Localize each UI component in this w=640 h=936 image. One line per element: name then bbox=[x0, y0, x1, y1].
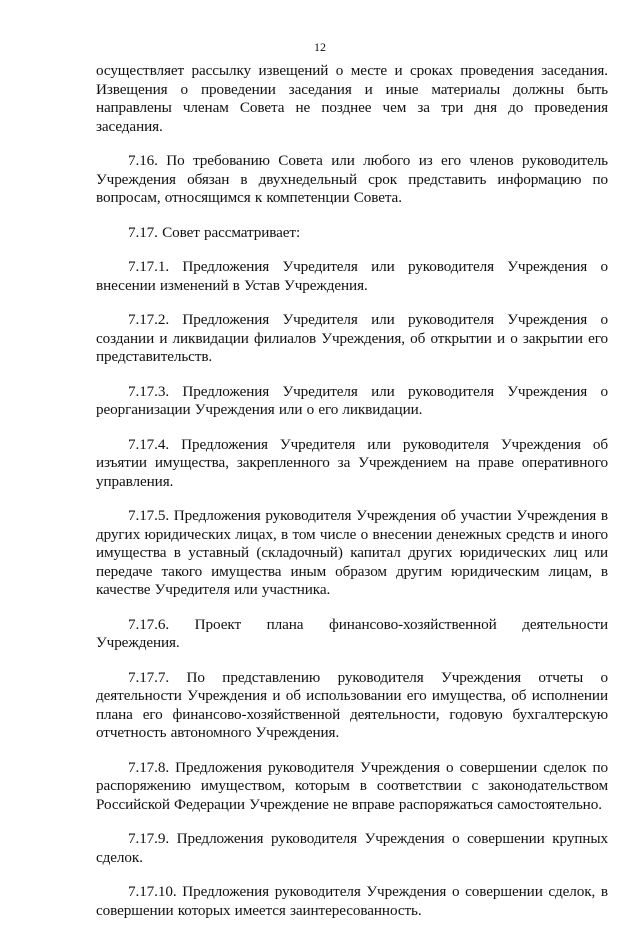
paragraph-7-17-4: 7.17.4. Предложения Учредителя или руководителя Учреждения об изъятии имущества, закрепленного за Учреждением на праве оперативного управления. bbox=[96, 435, 608, 490]
paragraph-7-17-1: 7.17.1. Предложения Учредителя или руководителя Учреждения о внесении изменений в Устав Учреждения. bbox=[96, 258, 608, 294]
document-body bbox=[96, 62, 608, 936]
paragraph-7-17-6: 7.17.6. Проект плана финансово-хозяйственной деятельности Учреждения. bbox=[96, 615, 608, 651]
paragraph-7-17-9: 7.17.9. Предложения руководителя Учреждения о совершении крупных сделок. bbox=[96, 830, 608, 866]
page-number: 12 bbox=[314, 40, 326, 54]
paragraph-7-17-2: 7.17.2. Предложения Учредителя или руководителя Учреждения о создании и ликвидации филиалов Учреждения, об открытии и о закрытии его представительств. bbox=[96, 311, 608, 365]
paragraph-7-16: 7.16. По требованию Совета или любого из его членов руководитель Учреждения обязан в двухнедельный срок представить информацию по вопросам, относящимся к компетенции Совета. bbox=[96, 152, 608, 206]
paragraph-continuation: осуществляет рассылку извещений о месте и сроках проведения заседания. Извещения о проведении заседания и иные материалы должны быть направлены членам Совета не позднее чем за три дня до проведения заседания. bbox=[96, 62, 608, 135]
paragraph-7-17-8: 7.17.8. Предложения руководителя Учреждения о совершении сделок по распоряжению имуществом, которым в соответствии с законодательством Российской Федерации Учреждение не вправе распоряжаться самостоятельно. bbox=[96, 758, 608, 813]
paragraph-7-17-3: 7.17.3. Предложения Учредителя или руководителя Учреждения о реорганизации Учреждения или о его ликвидации. bbox=[96, 382, 608, 418]
paragraph-7-17: 7.17. Совет рассматривает: bbox=[128, 223, 301, 241]
paragraph-7-17-5: 7.17.5. Предложения руководителя Учреждения об участии Учреждения в других юридических лицах, в том числе о внесении денежных средств и иного имущества в уставный (складочный) капитал других юридических лиц или передаче такого имущества иным образом другим юридическим лицам, в качестве Учредителя или участника. bbox=[96, 507, 608, 598]
paragraph-7-17-7: 7.17.7. По представлению руководителя Учреждения отчеты о деятельности Учреждения и об использовании его имущества, об исполнении плана его финансово-хозяйственной деятельности, годовую бухгалтерскую отчетность автономного Учреждения. bbox=[96, 668, 608, 741]
paragraph-7-17-10: 7.17.10. Предложения руководителя Учреждения о совершении сделок, в совершении которых имеется заинтересованность. bbox=[96, 883, 608, 919]
